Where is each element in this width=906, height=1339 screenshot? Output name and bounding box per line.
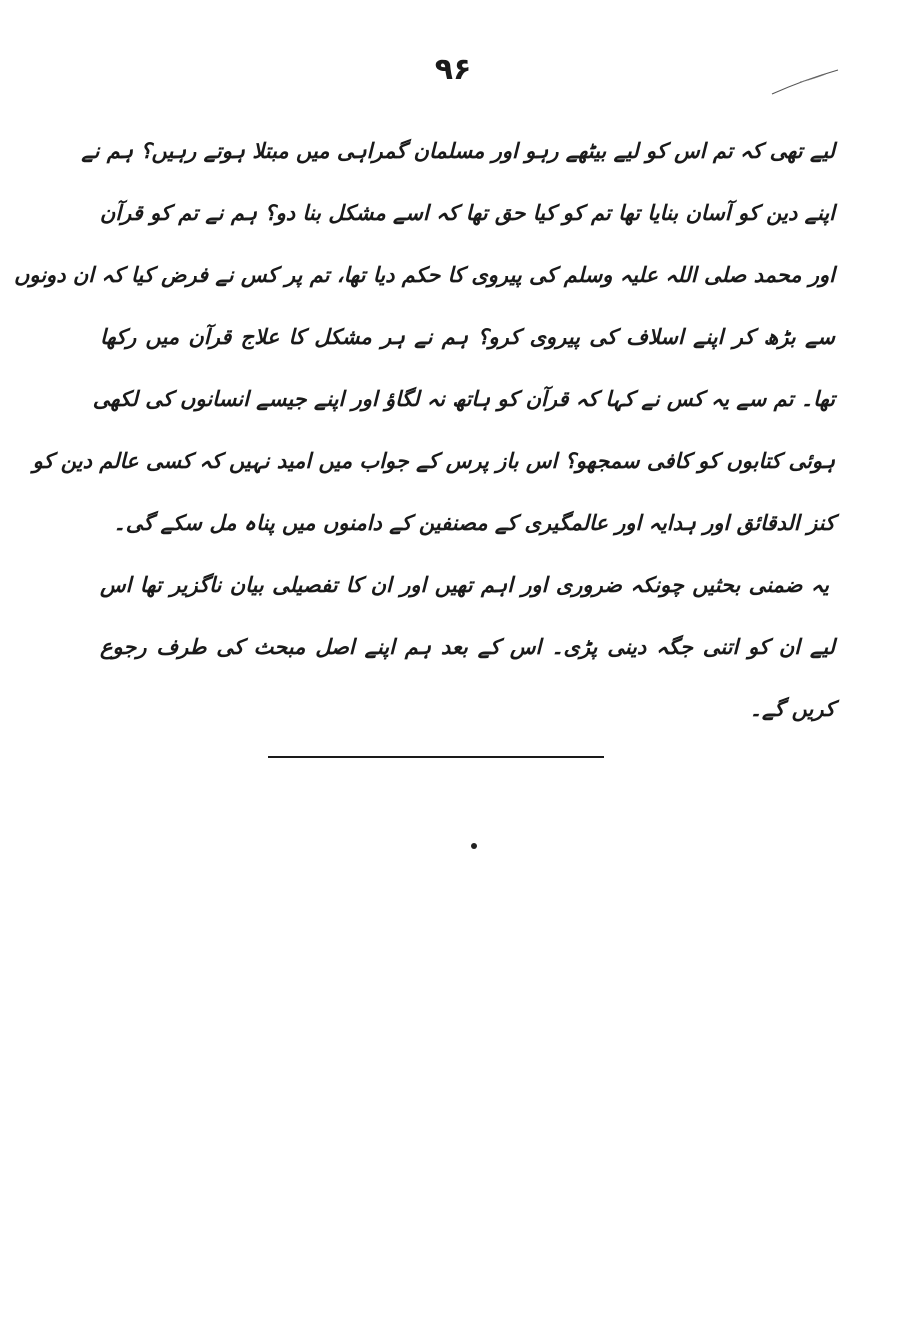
pen-stroke-mark bbox=[770, 68, 840, 98]
text-line: اور محمد صلی اللہ علیہ وسلم کی پیروی کا حکم دیا تھا، تم پر کس نے فرض کیا کہ ان دونوں bbox=[13, 263, 835, 287]
text-line: لیے ان کو اتنی جگہ دینی پڑی۔ اس کے بعد ہم اپنے اصل مبحث کی طرف رجوع bbox=[100, 635, 835, 659]
text-line: سے بڑھ کر اپنے اسلاف کی پیروی کرو؟ ہم نے ہر مشکل کا علاج قرآن میں رکھا bbox=[100, 325, 835, 349]
text-line: تھا۔ تم سے یہ کس نے کہا کہ قرآن کو ہاتھ نہ لگاؤ اور اپنے جیسے انسانوں کی لکھی bbox=[92, 387, 835, 411]
text-line: ہوئی کتابوں کو کافی سمجھو؟ اس باز پرس کے جواب میں امید نہیں کہ کسی عالم دین کو bbox=[32, 449, 835, 473]
text-line: لیے تھی کہ تم اس کو لیے بیٹھے رہو اور مسلمان گمراہی میں مبتلا ہوتے رہیں؟ ہم نے bbox=[81, 139, 835, 163]
body-text bbox=[13, 120, 835, 740]
text-line: یہ ضمنی بحثیں چونکہ ضروری اور اہم تھیں اور ان کا تفصیلی بیان ناگزیر تھا اس bbox=[100, 573, 829, 597]
section-divider bbox=[268, 756, 604, 758]
text-line: اپنے دین کو آسان بنایا تھا تم کو کیا حق تھا کہ اسے مشکل بنا دو؟ ہم نے تم کو قرآن bbox=[99, 201, 835, 225]
text-line: کریں گے۔ bbox=[749, 697, 835, 721]
page-number: ۹۶ bbox=[434, 52, 472, 87]
ink-dot bbox=[471, 843, 477, 849]
text-line: کنز الدقائق اور ہدایہ اور عالمگیری کے مصنفین کے دامنوں میں پناہ مل سکے گی۔ bbox=[113, 511, 835, 535]
